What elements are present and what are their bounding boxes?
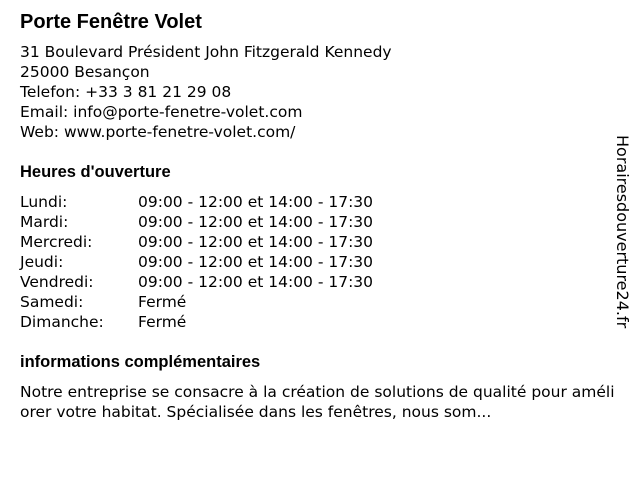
day-label: Dimanche:	[20, 313, 104, 331]
email-label: Email:	[20, 103, 69, 121]
day-hours: 09:00 - 12:00 et 14:00 - 17:30	[138, 273, 374, 291]
info-title: informations complémentaires	[20, 353, 261, 371]
hours-row-mardi	[20, 212, 610, 232]
day-label: Samedi:	[20, 293, 84, 311]
day-hours: Fermé	[138, 313, 187, 331]
address-city: 25000 Besançon	[20, 63, 150, 81]
day-label: Lundi:	[20, 193, 68, 211]
business-card	[20, 10, 615, 422]
hours-row-jeudi	[20, 252, 610, 272]
day-hours: 09:00 - 12:00 et 14:00 - 17:30	[138, 213, 374, 231]
web-label: Web:	[20, 123, 60, 141]
hours-row-dimanche	[20, 312, 610, 332]
hours-table	[20, 192, 610, 332]
day-label: Jeudi:	[20, 253, 64, 271]
day-hours: Fermé	[138, 293, 187, 311]
day-label: Vendredi:	[20, 273, 94, 291]
day-hours: 09:00 - 12:00 et 14:00 - 17:30	[138, 253, 374, 271]
phone-label: Telefon:	[20, 83, 81, 101]
business-name: Porte Fenêtre Volet	[20, 11, 202, 33]
info-description: Notre entreprise se consacre à la création de solutions de qualité pour améliorer votre habitat. Spécialisée dans les fenêtres, nous som...	[20, 383, 615, 421]
address-street: 31 Boulevard Président John Fitzgerald Kennedy	[20, 43, 392, 61]
web-line	[20, 122, 610, 142]
hours-row-lundi	[20, 192, 610, 212]
hours-row-vendredi	[20, 272, 610, 292]
hours-row-mercredi	[20, 232, 610, 252]
phone-link[interactable]: +33 3 81 21 29 08	[85, 83, 232, 101]
email-line	[20, 102, 610, 122]
web-link[interactable]: www.porte-fenetre-volet.com/	[63, 123, 296, 141]
hours-title: Heures d'ouverture	[20, 163, 171, 181]
day-hours: 09:00 - 12:00 et 14:00 - 17:30	[138, 233, 374, 251]
phone-line	[20, 82, 610, 102]
day-hours: 09:00 - 12:00 et 14:00 - 17:30	[138, 193, 374, 211]
day-label: Mardi:	[20, 213, 69, 231]
email-link[interactable]: info@porte-fenetre-volet.com	[73, 103, 303, 121]
day-label: Mercredi:	[20, 233, 93, 251]
watermark-brand: Horairesdouverture24.fr	[613, 135, 632, 329]
hours-row-samedi	[20, 292, 610, 312]
